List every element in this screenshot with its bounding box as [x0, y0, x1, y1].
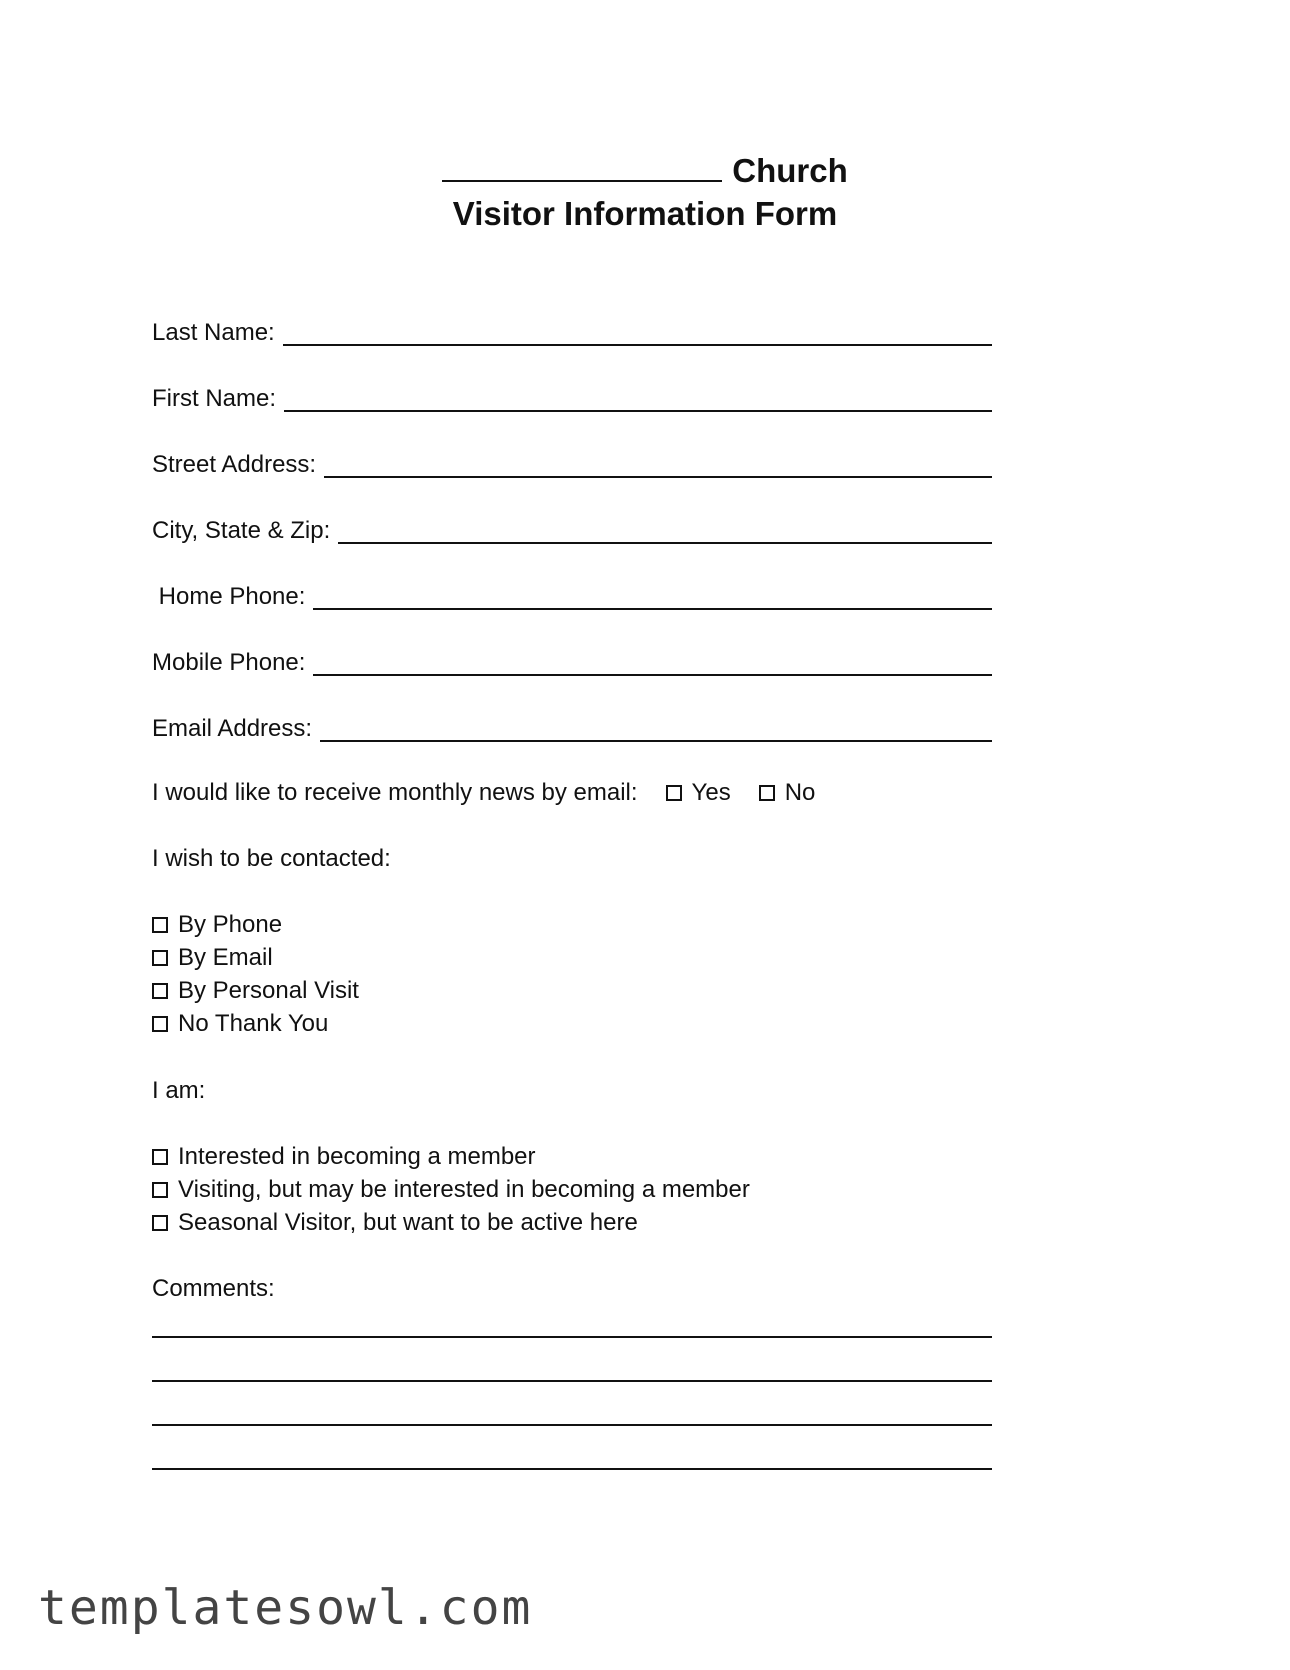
watermark: templatesowl.com [38, 1580, 533, 1636]
city-state-zip-row [152, 514, 992, 544]
street-address-label: Street Address: [152, 451, 317, 478]
newsletter-no-option[interactable] [759, 778, 816, 808]
church-name-blank[interactable] [442, 150, 722, 182]
contact-email-checkbox[interactable] [152, 950, 168, 966]
home-phone-field[interactable] [313, 584, 992, 610]
first-name-label: First Name: [152, 385, 277, 412]
church-name-heading [0, 150, 1290, 190]
mobile-phone-row [152, 646, 992, 676]
newsletter-yes-label: Yes [691, 779, 731, 806]
contact-option[interactable] [152, 943, 273, 973]
contact-visit-label: By Personal Visit [178, 977, 359, 1004]
form-title: Visitor Information Form [452, 195, 838, 232]
contact-option[interactable] [152, 910, 282, 940]
newsletter-yes-option[interactable] [666, 778, 731, 808]
comment-line[interactable] [152, 1424, 992, 1426]
contact-email-label: By Email [178, 944, 273, 971]
newsletter-no-checkbox[interactable] [759, 785, 775, 801]
first-name-field[interactable] [284, 386, 992, 412]
email-address-row [152, 712, 992, 742]
contact-question: I wish to be contacted: [152, 845, 391, 872]
status-seasonal-label: Seasonal Visitor, but want to be active here [178, 1209, 638, 1236]
street-address-field[interactable] [324, 452, 992, 478]
comment-line[interactable] [152, 1380, 992, 1382]
first-name-row [152, 382, 992, 412]
contact-option[interactable] [152, 1009, 328, 1039]
street-address-row [152, 448, 992, 478]
contact-visit-checkbox[interactable] [152, 983, 168, 999]
newsletter-no-label: No [784, 779, 816, 806]
mobile-phone-label: Mobile Phone: [152, 649, 306, 676]
status-visiting-label: Visiting, but may be interested in becoming a member [178, 1176, 750, 1203]
newsletter-row [152, 778, 815, 808]
status-option[interactable] [152, 1142, 536, 1172]
mobile-phone-field[interactable] [313, 650, 992, 676]
last-name-label: Last Name: [152, 319, 275, 346]
status-option[interactable] [152, 1208, 638, 1238]
city-state-zip-field[interactable] [338, 518, 992, 544]
status-member-label: Interested in becoming a member [178, 1143, 536, 1170]
comments-label: Comments: [152, 1275, 275, 1302]
status-option[interactable] [152, 1175, 750, 1205]
contact-none-checkbox[interactable] [152, 1016, 168, 1032]
home-phone-row [152, 580, 992, 610]
last-name-row [152, 316, 992, 346]
last-name-field[interactable] [283, 320, 992, 346]
email-address-label: Email Address: [152, 715, 313, 742]
status-visiting-checkbox[interactable] [152, 1182, 168, 1198]
status-seasonal-checkbox[interactable] [152, 1215, 168, 1231]
newsletter-yes-checkbox[interactable] [666, 785, 682, 801]
email-address-field[interactable] [320, 716, 992, 742]
comment-line[interactable] [152, 1468, 992, 1470]
contact-phone-checkbox[interactable] [152, 917, 168, 933]
contact-phone-label: By Phone [178, 911, 283, 938]
comment-line[interactable] [152, 1336, 992, 1338]
status-question: I am: [152, 1077, 206, 1104]
contact-option[interactable] [152, 976, 359, 1006]
city-state-zip-label: City, State & Zip: [152, 517, 331, 544]
newsletter-question: I would like to receive monthly news by email: [152, 779, 638, 806]
home-phone-label: Home Phone: [152, 583, 306, 610]
contact-none-label: No Thank You [178, 1010, 329, 1037]
church-label: Church [732, 152, 848, 189]
status-member-checkbox[interactable] [152, 1149, 168, 1165]
